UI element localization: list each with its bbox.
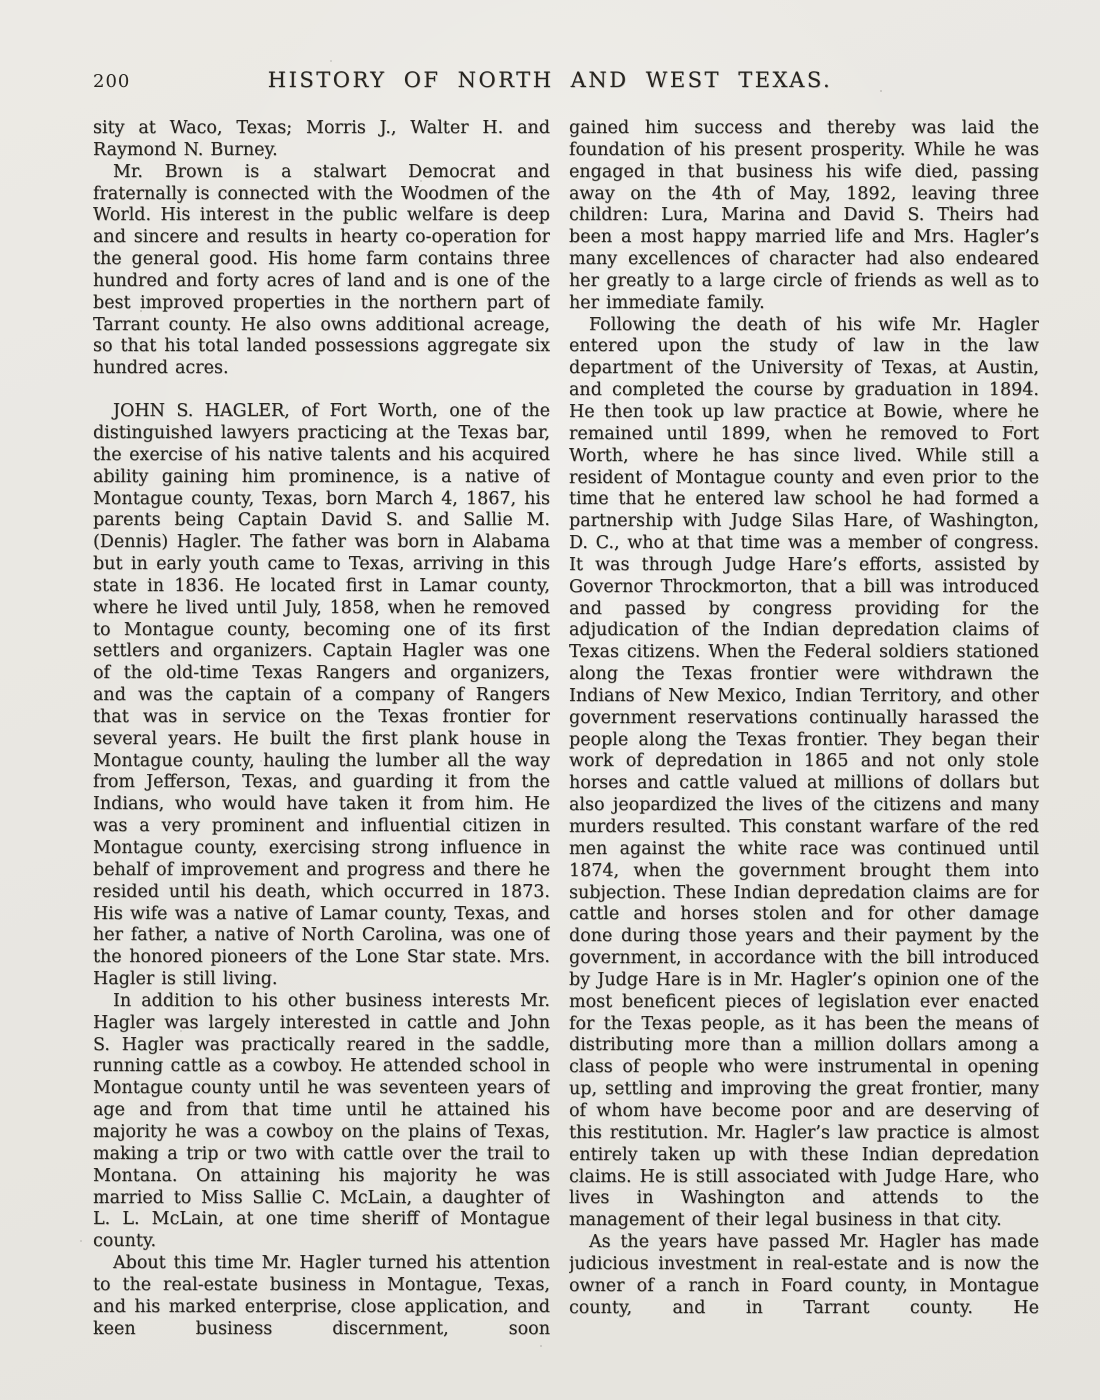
paragraph: About this time Mr. Hagler turned his attention to the real-estate business in Montague, Texas, and his marked enterprise, close application, and keen business discernment, soon — [93, 1253, 550, 1339]
paragraph-continuation: gained him success and thereby was laid the foundation of his present prosperity. While he was engaged in that business his wife died, passing away on the 4th of May, 1892, leaving three children: Lura, Marina and David S. Theirs had been a most happy married life and Mrs. Hagler’s many excellences of character had also endeared her greatly to a large circle of friends as well as to her immediate family. — [569, 118, 1039, 313]
paragraph: As the years have passed Mr. Hagler has made judicious investment in real-estate and is now the owner of a ranch in Foard county, in Montague county, and in Tarrant county. He — [569, 1232, 1039, 1318]
left-column — [93, 118, 550, 1363]
page-header — [0, 68, 1100, 98]
paragraph: Mr. Brown is a stalwart Democrat and fraternally is connected with the Woodmen of the World. His interest in the public welfare is deep and sincere and results in hearty co-operation for the general good. His home farm contains three hundred and forty acres of land and is one of the best improved properties in the northern part of Tarrant county. He also owns additional acreage, so that his total landed possessions aggregate six hundred acres. — [93, 161, 550, 379]
text-columns — [93, 118, 1039, 1363]
paper-speckle-texture — [0, 0, 2, 2]
paragraph-biography-entry: JOHN S. HAGLER, of Fort Worth, one of the distinguished lawyers practicing at the Texas bar, the exercise of his native talents and his acquired ability gaining him prominence, is a native of Montague county, Texas, born March 4, 1867, his parents being Captain David S. and Sallie M. (Dennis) Hagler. The father was born in Alabama but in early youth came to Texas, arriving in this state in 1836. He located first in Lamar county, where he lived until July, 1858, when he removed to Montague county, becoming one of its first settlers and organizers. Captain Hagler was one of the old-time Texas Rangers and organizers, and was the captain of a company of Rangers that was in service on the Texas frontier for several years. He built the first plank house in Montague county, hauling the lumber all the way from Jefferson, Texas, and guarding it from the Indians, who would have taken it from him. He was a very prominent and influential citizen in Montague county, exercising strong influence in behalf of improvement and progress and there he resided until his death, which occurred in 1873. His wife was a native of Lamar county, Texas, and her father, a native of North Carolina, was one of the honored pioneers of the Lone Star state. Mrs. Hagler is still living. — [93, 401, 550, 990]
paragraph: Following the death of his wife Mr. Hagler entered upon the study of law in the law department of the University of Texas, at Austin, and completed the course by graduation in 1894. He then took up law practice at Bowie, where he remained until 1899, when he removed to Fort Worth, where he has since lived. While still a resident of Montague county and even prior to the time that he entered law school he had formed a partnership with Judge Silas Hare, of Washington, D. C., who at that time was a member of congress. It was through Judge Hare’s efforts, assisted by Governor Throckmorton, that a bill was introduced and passed by congress providing for the adjudication of the Indian depredation claims of Texas citizens. When the Federal soldiers stationed along the Texas frontier were withdrawn the Indians of New Mexico, Indian Territory, and other government reservations continually harassed the people along the Texas frontier. They began their work of depredation in 1865 and not only stole horses and cattle valued at millions of dollars but also jeopardized the lives of the citizens and many murders resulted. This constant warfare of the red men against the white race was continued until 1874, when the government brought them into subjection. These Indian depredation claims are for cattle and horses stolen and for other damage done during those years and their payment by the government, in accordance with the bill introduced by Judge Hare is in Mr. Hagler’s opinion one of the most beneficent pieces of legislation ever enacted for the Texas people, as it has been the means of distributing more than a million dollars among a class of people who were instrumental in opening up, settling and improving the great frontier, many of whom have become poor and are deserving of this restitution. Mr. Hagler’s law practice is almost entirely taken up with these Indian depredation claims. He is still associated with Judge Hare, who lives in Washington and attends to the management of their legal business in that city. — [569, 314, 1039, 1231]
page-number: 200 — [93, 71, 131, 92]
running-title: HISTORY OF NORTH AND WEST TEXAS. — [267, 68, 833, 92]
paragraph-continuation: sity at Waco, Texas; Morris J., Walter H. and Raymond N. Burney. — [93, 118, 550, 160]
paragraph: In addition to his other business interests Mr. Hagler was largely interested in cattle and John S. Hagler was practically reared in the saddle, running cattle as a cowboy. He attended school in Montague county until he was seventeen years of age and from that time until he attained his majority he was a cowboy on the plains of Texas, making a trip or two with cattle over the trail to Montana. On attaining his majority he was married to Miss Sallie C. McLain, a daughter of L. L. McLain, at one time sheriff of Montague county. — [93, 990, 550, 1252]
right-column — [569, 118, 1039, 1363]
